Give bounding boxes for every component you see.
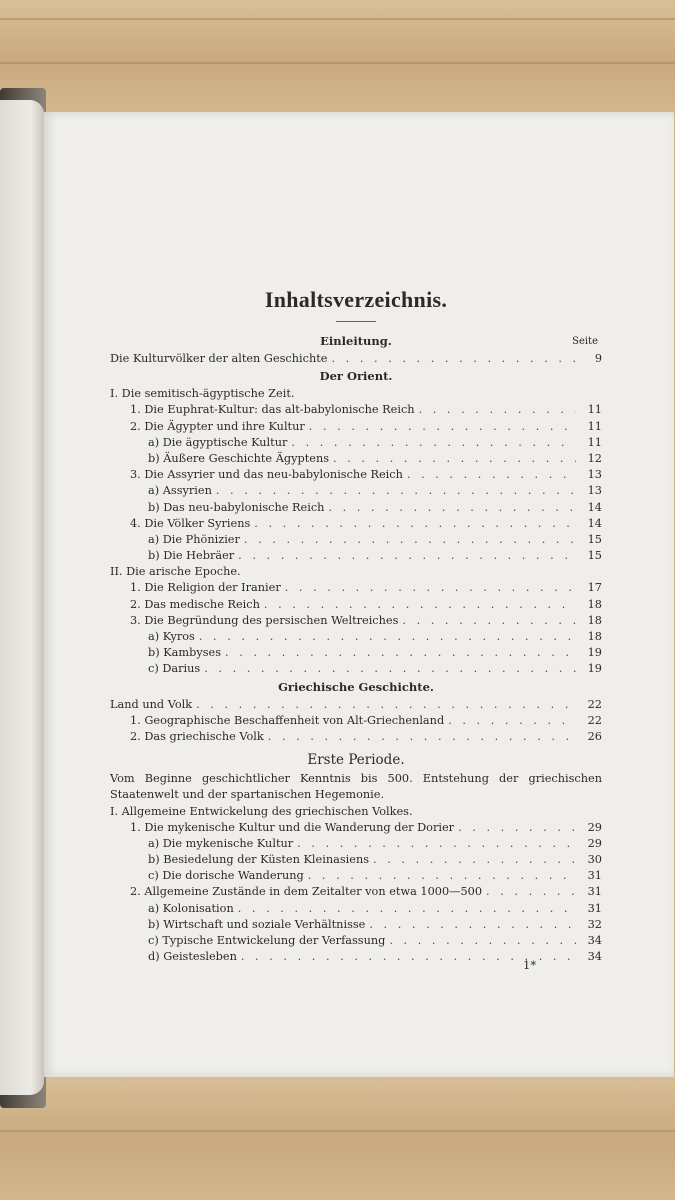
section-heading-einleitung: Einleitung. Seite — [110, 332, 602, 351]
toc-entry: a) Die mykenische Kultur . . . 29 — [110, 836, 602, 852]
toc-entry: 1. Die Euphrat-Kultur: das alt-babylonische Reich . . . 11 — [110, 402, 602, 418]
toc-entry: 1. Die Religion der Iranier . . . 17 — [110, 580, 602, 596]
toc-entry: c) Die dorische Wanderung . . . 31 — [110, 868, 602, 884]
toc-part-heading: II. Die arische Epoche. — [110, 565, 241, 579]
toc-entry: c) Darius . . . 19 — [110, 661, 602, 677]
toc-entry: Die Kulturvölker der alten Geschichte . . . 9 — [110, 351, 602, 367]
toc-entry: 2. Das griechische Volk . . . 26 — [110, 729, 602, 745]
toc-entry: b) Das neu-babylonische Reich . . . 14 — [110, 500, 602, 516]
toc-entry: a) Kolonisation . . . 31 — [110, 901, 602, 917]
period-description: Vom Beginne geschichtlicher Kenntnis bis 500. Entstehung der griechischen Staatenwelt und der spartanischen Hegemonie. — [110, 772, 602, 802]
wooden-table-top — [0, 0, 675, 112]
toc-entry: b) Kambyses . . . 19 — [110, 645, 602, 661]
section-heading-griechisch: Griechische Geschichte. — [278, 679, 434, 694]
toc-entry: 2. Die Ägypter und ihre Kultur . . . 11 — [110, 419, 602, 435]
wooden-table-bottom — [0, 1072, 675, 1200]
printer-signature-mark: 1* — [523, 958, 537, 972]
toc-entry: 1. Die mykenische Kultur und die Wanderung der Dorier . . . 29 — [110, 820, 602, 836]
section-heading-erste-periode: Erste Periode. — [307, 752, 405, 769]
toc-entry: a) Kyros . . . 18 — [110, 629, 602, 645]
wood-seam — [0, 1130, 675, 1132]
toc-entry: c) Typische Entwickelung der Verfassung . . . 34 — [110, 933, 602, 949]
wood-seam — [0, 18, 675, 20]
toc-entry: a) Die Phönizier . . . 15 — [110, 532, 602, 548]
left-page-edge — [0, 100, 44, 1095]
toc-entry: b) Die Hebräer . . . 15 — [110, 548, 602, 564]
wood-seam — [0, 62, 675, 64]
toc-entry: 3. Die Assyrier und das neu-babylonische Reich . . . 13 — [110, 467, 602, 483]
toc-entry: d) Geistesleben . . . 34 — [110, 949, 602, 965]
title-divider — [336, 321, 376, 322]
toc-part-heading: I. Die semitisch-ägyptische Zeit. — [110, 387, 295, 401]
toc-entry: a) Assyrien . . . 13 — [110, 483, 602, 499]
toc-entry: 2. Allgemeine Zustände in dem Zeitalter von etwa 1000—500 . . . 31 — [110, 884, 602, 900]
page-title: Inhaltsverzeichnis. — [264, 287, 448, 312]
table-of-contents — [110, 285, 602, 965]
toc-entry: 4. Die Völker Syriens . . . 14 — [110, 516, 602, 532]
toc-entry: Land und Volk . . . 22 — [110, 697, 602, 713]
toc-entry: b) Besiedelung der Küsten Kleinasiens . . . 30 — [110, 852, 602, 868]
toc-entry: 2. Das medische Reich . . . 18 — [110, 597, 602, 613]
toc-entry: b) Wirtschaft und soziale Verhältnisse . . . 32 — [110, 917, 602, 933]
toc-entry: 3. Die Begründung des persischen Weltreiches . . . 18 — [110, 613, 602, 629]
section-heading-orient: Der Orient. — [319, 369, 393, 384]
toc-entry: a) Die ägyptische Kultur . . . 11 — [110, 435, 602, 451]
toc-entry: b) Äußere Geschichte Ägyptens . . . 12 — [110, 451, 602, 467]
toc-part-heading: I. Allgemeine Entwickelung des griechischen Volkes. — [110, 804, 413, 818]
page-column-label: Seite — [572, 336, 598, 347]
toc-entry: 1. Geographische Beschaffenheit von Alt-Griechenland . . . 22 — [110, 713, 602, 729]
